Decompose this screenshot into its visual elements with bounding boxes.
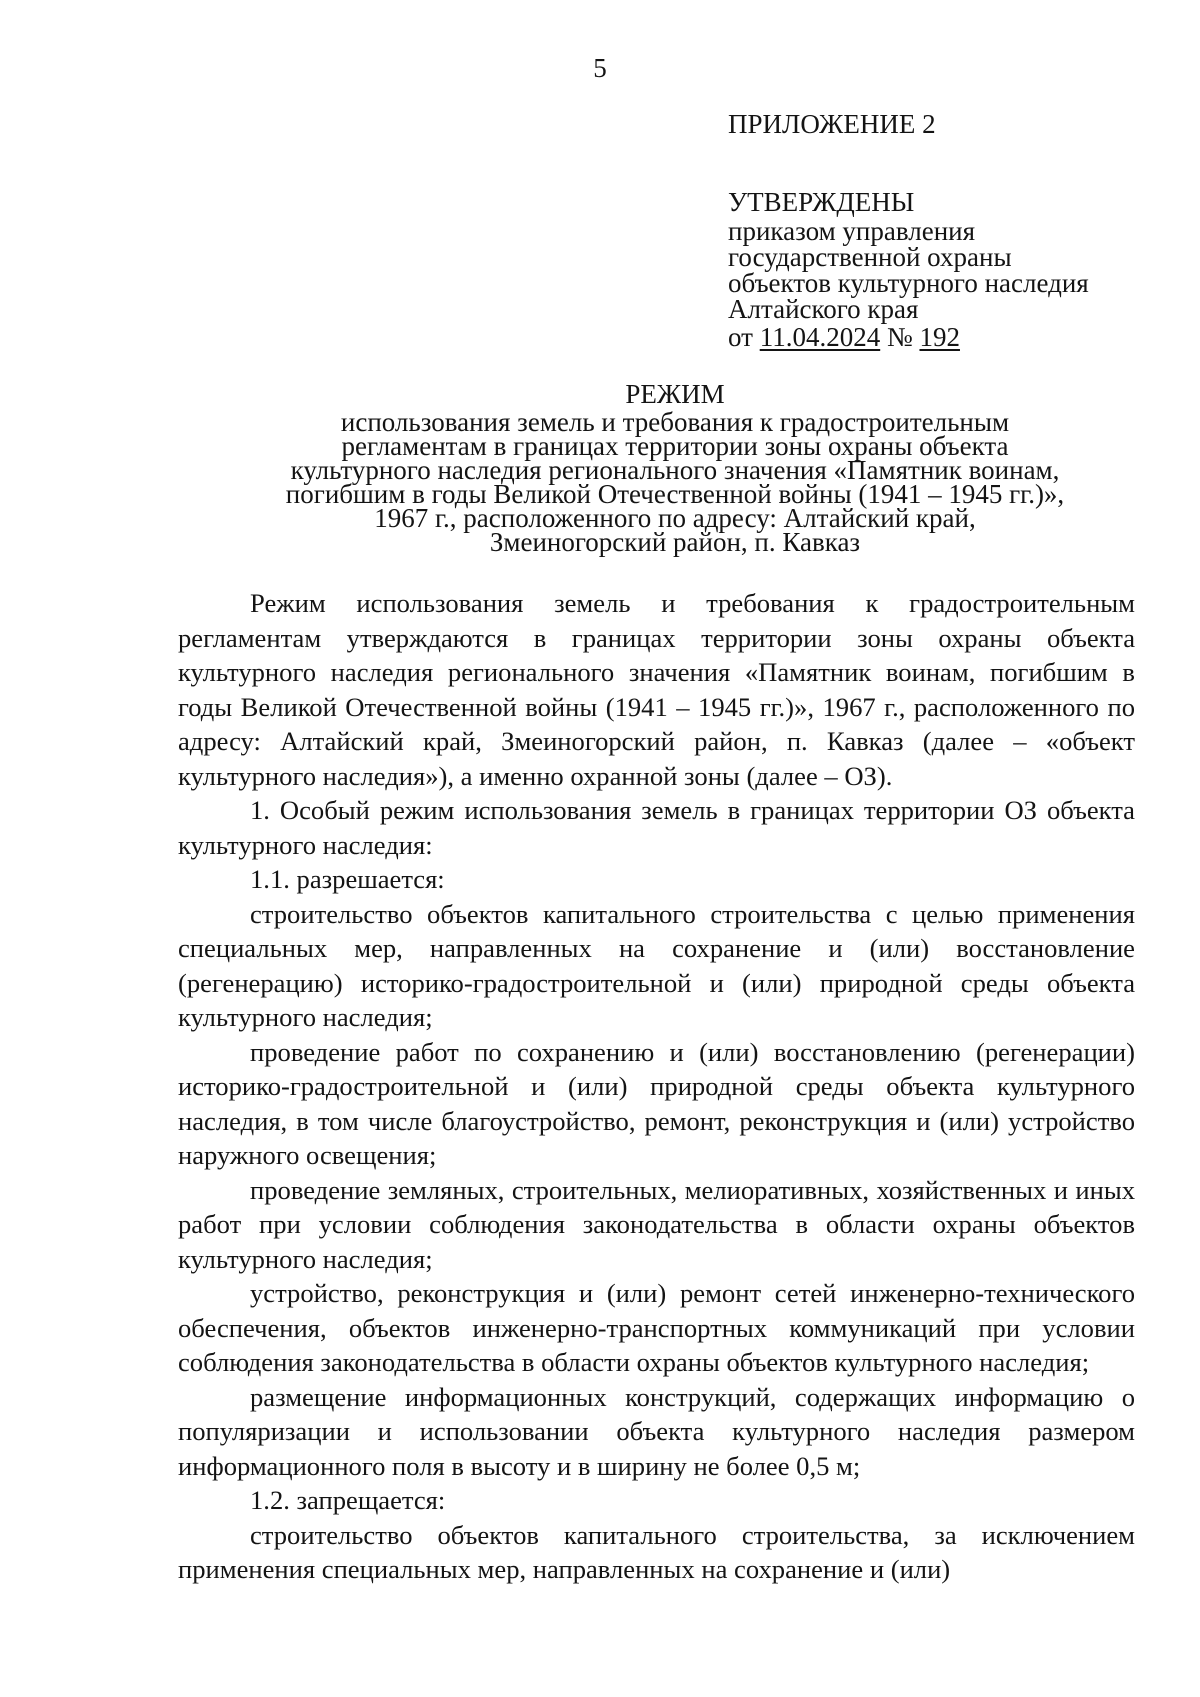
approved-heading: УТВЕРЖДЕНЫ bbox=[728, 187, 915, 217]
subtitle-line: использования земель и требования к градостроительным bbox=[340, 407, 1010, 437]
appendix-title: ПРИЛОЖЕНИЕ 2 bbox=[728, 109, 936, 139]
list-item: строительство объектов капитального строительства с целью применения специальных мер, направленных на сохранение и (или) восстановление (регенерацию) историко-градостроительной и (или) природной среды объекта культурного наследия; bbox=[178, 898, 1135, 1032]
order-date-line bbox=[728, 322, 1168, 352]
subsection-heading: 1.2. запрещается: bbox=[250, 1485, 446, 1515]
subtitle-line: 1967 г., расположенного по адресу: Алтайский край, bbox=[374, 503, 976, 533]
subsection-heading: 1.1. разрешается: bbox=[250, 864, 445, 894]
approval-block bbox=[728, 108, 1168, 352]
document-body bbox=[178, 586, 1135, 1587]
list-item: проведение работ по сохранению и (или) восстановлению (регенерации) историко-градостроительной и (или) природной среды объекта культурного наследия, в том числе благоустройство, ремонт, реконструкция и (или) устройство наружного освещения; bbox=[178, 1036, 1135, 1170]
subtitle-line: регламентам в границах территории зоны охраны объекта bbox=[341, 431, 1009, 461]
list-item: размещение информационных конструкций, содержащих информацию о популяризации и использовании объекта культурного наследия размером информационного поля в высоту и в ширину не более 0,5 м; bbox=[178, 1381, 1135, 1481]
section-heading: 1. Особый режим использования земель в границах территории ОЗ объекта культурного наследия: bbox=[178, 795, 1135, 860]
subtitle-line: Змеиногорский район, п. Кавказ bbox=[489, 527, 861, 557]
list-item: устройство, реконструкция и (или) ремонт сетей инженерно-технического обеспечения, объектов инженерно-транспортных коммуникаций при условии соблюдения законодательства в области охраны объектов культурного наследия; bbox=[178, 1278, 1135, 1377]
body-paragraph: Режим использования земель и требования к градостроительным регламентам утверждаются в границах территории зоны охраны объекта культурного наследия регионального значения «Памятник воинам, погибшим в годы Великой Отечественной войны (1941 – 1945 гг.)», 1967 г., расположенного по адресу: Алтайский край, Змеиногорский район, п. Кавказ (далее – «объект культурного наследия»), а именно охранной зоны (далее – ОЗ). bbox=[178, 588, 1135, 791]
approval-line: объектов культурного наследия bbox=[728, 268, 1089, 298]
list-item: проведение земляных, строительных, мелиоративных, хозяйственных и иных работ при условии соблюдения законодательства в области охраны объектов культурного наследия; bbox=[178, 1174, 1135, 1274]
page-number: 5 bbox=[593, 53, 607, 83]
document-title: РЕЖИМ bbox=[625, 379, 725, 409]
approval-line: государственной охраны bbox=[728, 242, 1012, 272]
date-prefix: от bbox=[728, 322, 753, 352]
document-heading bbox=[150, 378, 1200, 557]
subtitle-line: культурного наследия регионального значения «Памятник воинам, bbox=[290, 455, 1060, 485]
order-date: 11.04.2024 bbox=[759, 322, 881, 352]
number-sign: № bbox=[886, 322, 913, 352]
approval-line: приказом управления bbox=[728, 216, 976, 246]
list-item: строительство объектов капитального строительства, за исключением применения специальных мер, направленных на сохранение и (или) bbox=[178, 1519, 1135, 1584]
subtitle-line: погибшим в годы Великой Отечественной войны (1941 – 1945 гг.)», bbox=[285, 479, 1065, 509]
approval-line: Алтайского края bbox=[728, 294, 919, 324]
order-number: 192 bbox=[919, 322, 960, 352]
